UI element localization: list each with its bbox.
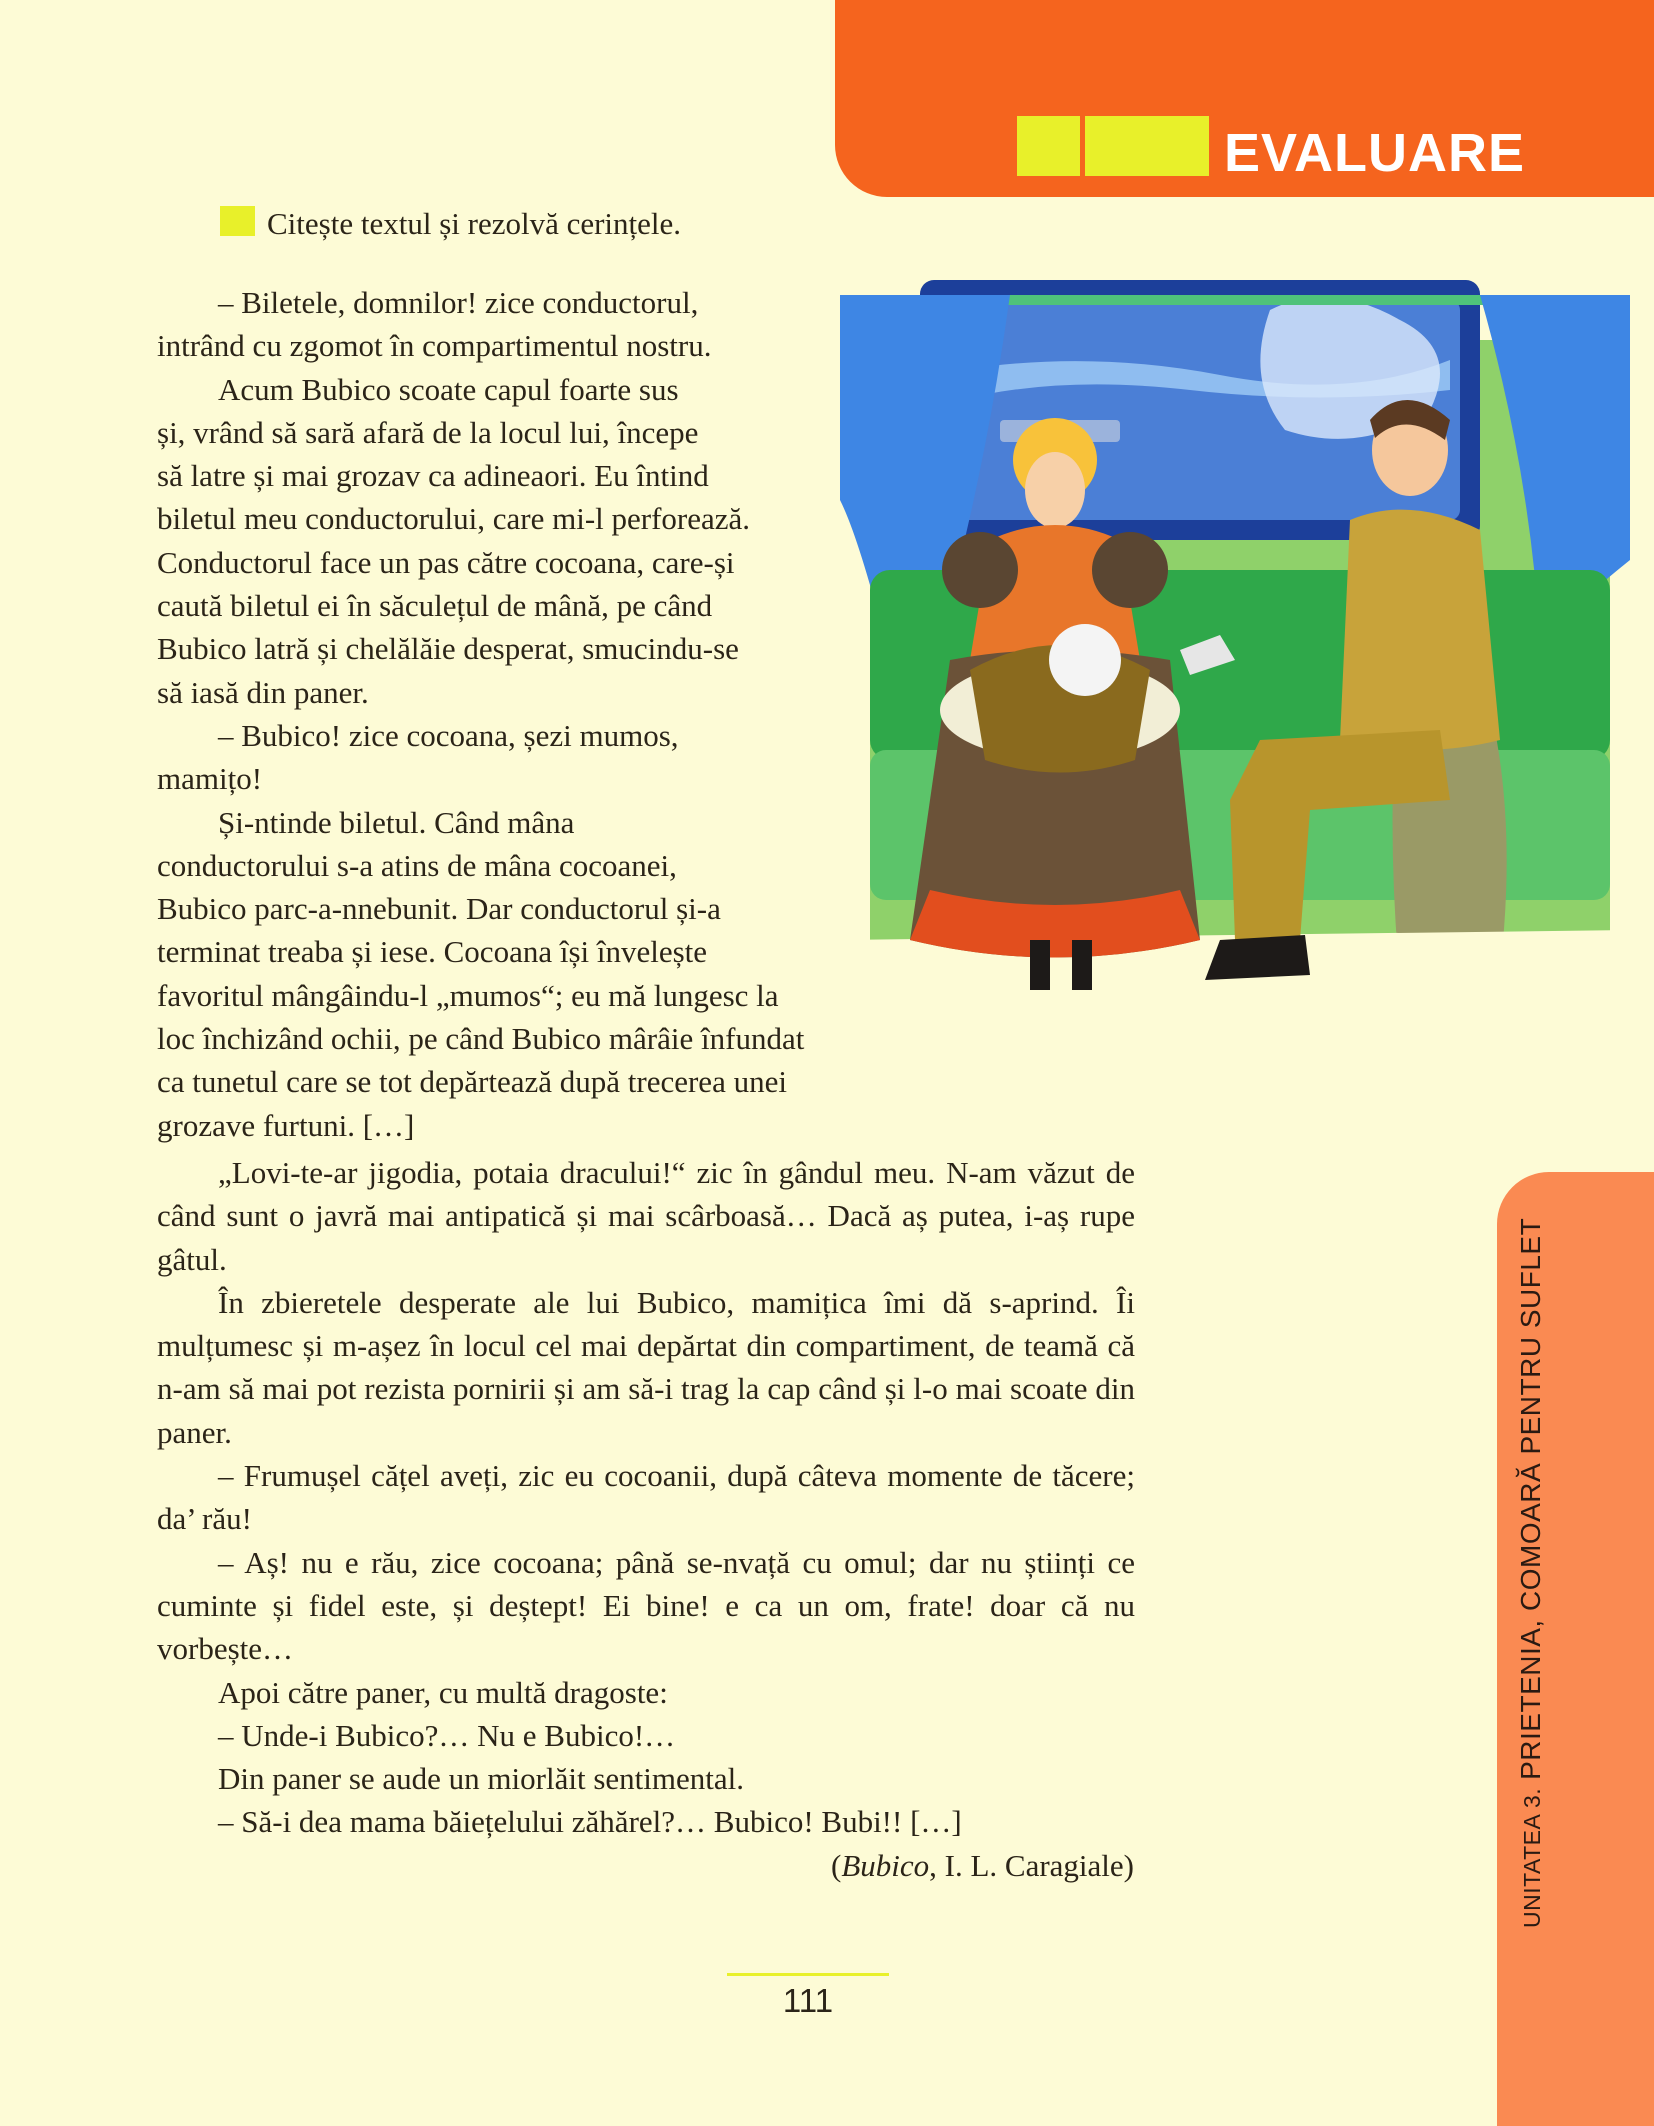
text-line: Acum Bubico scoate capul foarte sus bbox=[218, 371, 679, 407]
paragraph: În zbieretele desperate ale lui Bubico, mamițica îmi dă s-aprind. Îi mulțumesc și m-așez în locul cel mai depărtat din compartiment, de teamă că n-am să mai pot rezista pornirii și am să-i trag la cap când și l-o mai scoate din paner. bbox=[157, 1284, 1135, 1450]
text-line: mamițo! bbox=[157, 761, 263, 797]
instruction-text: Citește textul și rezolvă cerințele. bbox=[267, 206, 682, 241]
text-line: Conductorul face un pas către cocoana, care-și bbox=[157, 544, 735, 580]
paragraph: Din paner se aude un miorlăit sentimental. bbox=[218, 1761, 744, 1797]
instruction-square-icon bbox=[220, 206, 255, 236]
header-square-3 bbox=[1146, 116, 1209, 176]
text-line: Bubico parc-a-nnebunit. Dar conductorul și-a bbox=[157, 891, 721, 927]
unit-title: PRIETENIA, COMOARĂ PENTRU SUFLET bbox=[1515, 1217, 1546, 1780]
train-compartment-illustration bbox=[840, 240, 1630, 1020]
lady-face bbox=[1025, 452, 1085, 528]
text-line: ca tunetul care se tot depărtează după trecerea unei bbox=[157, 1064, 787, 1100]
text-line: Și-ntinde biletul. Când mâna bbox=[218, 804, 575, 840]
man-shoe bbox=[1205, 935, 1310, 980]
paragraph: – Unde-i Bubico?… Nu e Bubico!… bbox=[218, 1717, 676, 1753]
text-line: favoritul mângâindu-l „mumos“; eu mă lungesc la bbox=[157, 977, 779, 1013]
text-line: biletul meu conductorului, care mi-l perforează. bbox=[157, 501, 751, 537]
text-column-wide bbox=[157, 1151, 1135, 1844]
header-square-2 bbox=[1085, 116, 1148, 176]
source-title: Bubico bbox=[841, 1848, 930, 1883]
paragraph: Apoi către paner, cu multă dragoste: bbox=[218, 1674, 668, 1710]
lady-boot-left bbox=[1030, 940, 1050, 990]
text-line: conductorului s-a atins de mâna cocoanei, bbox=[157, 847, 677, 883]
text-line: – Biletele, domnilor! zice conductorul, bbox=[218, 285, 699, 320]
man-jacket bbox=[1340, 510, 1500, 750]
paragraph: – Aș! nu e rău, zice cocoana; până se-nvață cu omul; dar nu științi ce cuminte și fidel este, și deștept! Ei bine! e ca un om, frate! doar că nu vorbește… bbox=[157, 1544, 1135, 1667]
text-line: să latre și mai grozav ca adineaori. Eu întind bbox=[157, 458, 709, 494]
text-line: caută biletul ei în săculețul de mână, pe când bbox=[157, 588, 713, 624]
text-column-narrow bbox=[157, 281, 897, 1147]
header-square-1 bbox=[1017, 116, 1080, 176]
text-line: – Bubico! zice cocoana, șezi mumos, bbox=[218, 717, 679, 753]
text-line: și, vrând să sară afară de la locul lui, începe bbox=[157, 414, 699, 450]
footer-line bbox=[727, 1973, 889, 1976]
paragraph: – Să-i dea mama băiețelului zăhărel?… Bubico! Bubi!! […] bbox=[218, 1804, 962, 1840]
lady-sleeve-right bbox=[1092, 532, 1168, 608]
lady-sleeve-left bbox=[942, 532, 1018, 608]
section-title: EVALUARE bbox=[1224, 123, 1526, 183]
text-line: Bubico latră și chelălăie desperat, smucindu-se bbox=[157, 631, 739, 667]
paragraph: – Frumușel cățel aveți, zic eu cocoanii, după câteva momente de tăcere; da’ rău! bbox=[157, 1458, 1135, 1537]
bubico-dog-icon bbox=[1049, 624, 1121, 696]
source-citation: (Bubico, I. L. Caragiale) bbox=[831, 1848, 1134, 1883]
lady-boot-right bbox=[1072, 940, 1092, 990]
unit-number: UNITATEA 3. bbox=[1519, 1787, 1545, 1928]
page-number: 111 bbox=[782, 1982, 834, 2019]
text-line: terminat treaba și iese. Cocoana își învelește bbox=[157, 934, 708, 970]
text-line: loc închizând ochii, pe când Bubico mârâie înfundat bbox=[157, 1021, 805, 1057]
unit-label bbox=[1515, 1218, 1547, 1928]
paragraph: „Lovi-te-ar jigodia, potaia dracului!“ zic în gândul meu. N-am văzut de când sunt o javră mai antipatică și mai scârboasă… Dacă aș putea, i-aș rupe gâtul. bbox=[157, 1155, 1135, 1277]
text-line: intrând cu zgomot în compartimentul nostru. bbox=[157, 328, 712, 364]
text-line: să iasă din paner. bbox=[157, 674, 369, 710]
text-line: grozave furtuni. […] bbox=[157, 1107, 415, 1143]
